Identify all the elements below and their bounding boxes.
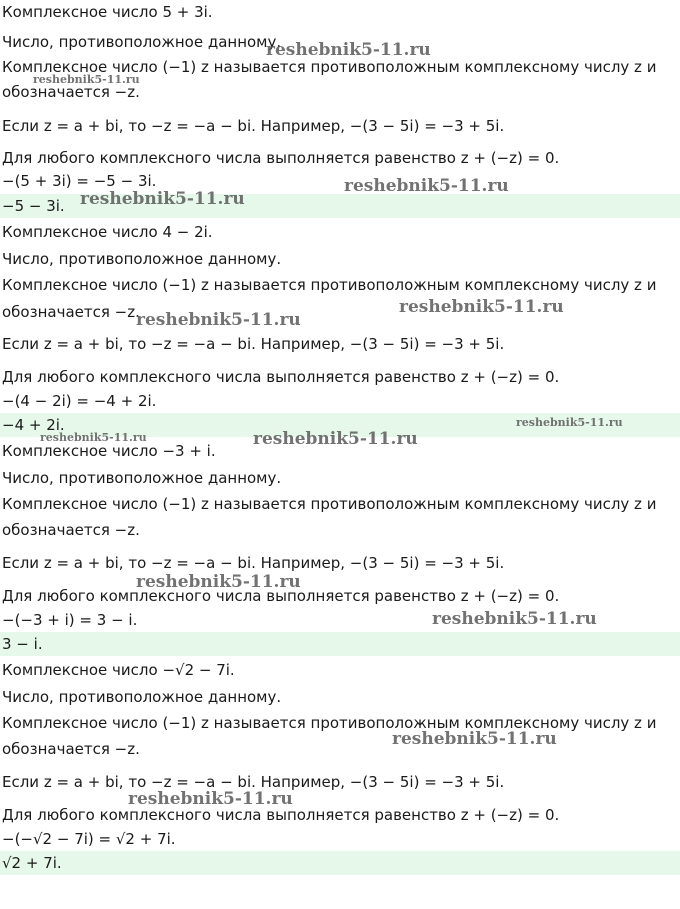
block-2-calc: −(4 − 2i) = −4 + 2i. xyxy=(2,392,157,410)
watermark: reshebnik5-11.ru xyxy=(33,73,140,86)
watermark: reshebnik5-11.ru xyxy=(136,310,301,330)
block-2-def-line1: Комплексное число (−1) z называется противоположным комплексному числу z и xyxy=(2,276,657,294)
block-4-rule: Для любого комплексного числа выполняется равенство z + (−z) = 0. xyxy=(2,806,560,824)
block-1-def-line2: обозначается −z. xyxy=(2,83,140,101)
block-2-rule: Для любого комплексного числа выполняется равенство z + (−z) = 0. xyxy=(2,368,560,386)
block-3-answer: 3 − i. xyxy=(0,632,680,656)
watermark: reshebnik5-11.ru xyxy=(128,789,293,809)
block-4-def-line2: обозначается −z. xyxy=(2,740,140,758)
watermark: reshebnik5-11.ru xyxy=(432,609,597,629)
watermark: reshebnik5-11.ru xyxy=(136,572,301,592)
block-3-def-line1: Комплексное число (−1) z называется противоположным комплексному числу z и xyxy=(2,495,657,513)
block-1-answer: −5 − 3i. xyxy=(0,194,680,218)
block-3-def-line2: обозначается −z. xyxy=(2,521,140,539)
block-1-calc: −(5 + 3i) = −5 − 3i. xyxy=(2,172,157,190)
block-3-title: Комплексное число −3 + i. xyxy=(2,442,216,460)
block-2-opp-title: Число, противоположное данному. xyxy=(2,250,282,268)
block-4-def-line1: Комплексное число (−1) z называется противоположным комплексному числу z и xyxy=(2,714,657,732)
block-2-title: Комплексное число 4 − 2i. xyxy=(2,223,213,241)
block-2-def-line2: обозначается −z. xyxy=(2,303,140,321)
block-1-example: Если z = a + bi, то −z = −a − bi. Например, −(3 − 5i) = −3 + 5i. xyxy=(2,117,505,135)
block-2-answer: −4 + 2i. xyxy=(0,413,680,437)
block-1-def-line1: Комплексное число (−1) z называется противоположным комплексному числу z и xyxy=(2,58,657,76)
block-3-calc: −(−3 + i) = 3 − i. xyxy=(2,611,138,629)
watermark: reshebnik5-11.ru xyxy=(80,189,245,209)
block-1-rule: Для любого комплексного числа выполняется равенство z + (−z) = 0. xyxy=(2,149,560,167)
block-3-rule: Для любого комплексного числа выполняется равенство z + (−z) = 0. xyxy=(2,587,560,605)
watermark: reshebnik5-11.ru xyxy=(399,297,564,317)
watermark: reshebnik5-11.ru xyxy=(344,176,509,196)
block-4-calc: −(−√2 − 7i) = √2 + 7i. xyxy=(2,830,176,848)
watermark: reshebnik5-11.ru xyxy=(516,416,623,429)
block-4-answer: √2 + 7i. xyxy=(0,851,680,875)
block-4-opp-title: Число, противоположное данному. xyxy=(2,688,282,706)
block-1-opp-title: Число, противоположное данному. xyxy=(2,33,282,51)
block-2-example: Если z = a + bi, то −z = −a − bi. Например, −(3 − 5i) = −3 + 5i. xyxy=(2,335,505,353)
block-4-example: Если z = a + bi, то −z = −a − bi. Например, −(3 − 5i) = −3 + 5i. xyxy=(2,773,505,791)
block-1-title: Комплексное число 5 + 3i. xyxy=(2,3,213,21)
block-3-opp-title: Число, противоположное данному. xyxy=(2,469,282,487)
watermark: reshebnik5-11.ru xyxy=(253,429,418,449)
watermark: reshebnik5-11.ru xyxy=(392,729,557,749)
block-3-example: Если z = a + bi, то −z = −a − bi. Например, −(3 − 5i) = −3 + 5i. xyxy=(2,554,505,572)
block-4-title: Комплексное число −√2 − 7i. xyxy=(2,661,235,679)
watermark: reshebnik5-11.ru xyxy=(266,40,431,60)
watermark: reshebnik5-11.ru xyxy=(40,431,147,444)
